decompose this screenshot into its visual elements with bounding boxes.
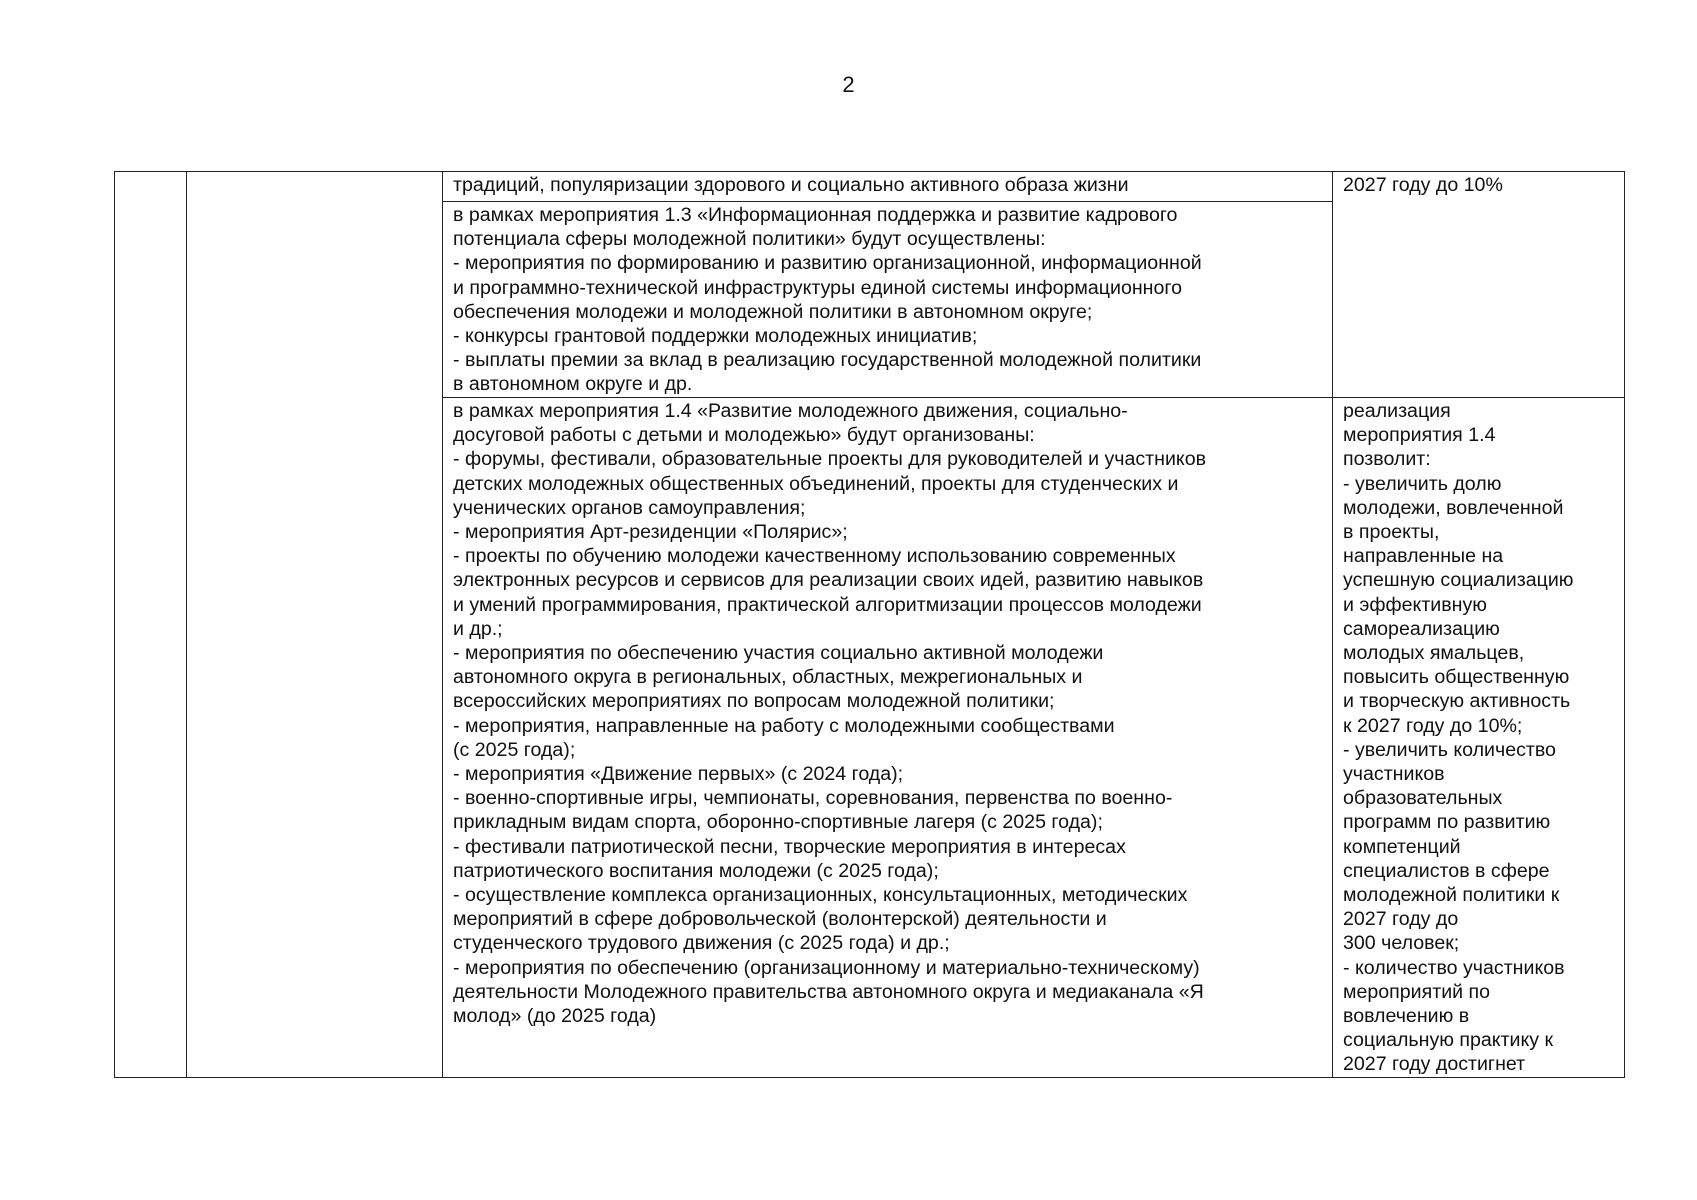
program-table <box>114 171 1625 1078</box>
table-row <box>115 172 1625 202</box>
number-cell <box>115 172 187 1078</box>
name-cell <box>187 172 443 1078</box>
result-cell: 2027 году до 10% <box>1333 172 1625 398</box>
activities-cell: традиций, популяризации здорового и социально активного образа жизни <box>443 172 1333 202</box>
activities-cell: в рамках мероприятия 1.4 «Развитие молодежного движения, социально- досуговой работы с детьми и молодежью» будут организованы: - форумы, фестивали, образовательные проекты для руководителей и участников детских молодежных общественных объединений, проекты для студенческих и ученических органов самоуправления; - мероприятия Арт-резиденции «Полярис»; - проекты по обучению молодежи качественному использованию современных электронных ресурсов и сервисов для реализации своих идей, развитию навыков и умений программирования, практической алгоритмизации процессов молодежи и др.; - мероприятия по обеспечению участия социально активной молодежи автономного округа в региональных, областных, межрегиональных и всероссийских мероприятиях по вопросам молодежной политики; - мероприятия, направленные на работу с молодежными сообществами (с 2025 года); - мероприятия «Движение первых» (с 2024 года); - военно-спортивные игры, чемпионаты, соревнования, первенства по военно- прикладным видам спорта, оборонно-спортивные лагеря (с 2025 года); - фестивали патриотической песни, творческие мероприятия в интересах патриотического воспитания молодежи (с 2025 года); - осуществление комплекса организационных, консультационных, методических мероприятий в сфере добровольческой (волонтерской) деятельности и студенческого трудового движения (с 2025 года) и др.; - мероприятия по обеспечению (организационному и материально-техническому) деятельности Молодежного правительства автономного округа и медиаканала «Я молод» (до 2025 года) <box>443 398 1333 1078</box>
activities-cell: в рамках мероприятия 1.3 «Информационная поддержка и развитие кадрового потенциала сферы молодежной политики» будут осуществлены: - мероприятия по формированию и развитию организационной, информационной и программно-технической инфраструктуры единой системы информационного обеспечения молодежи и молодежной политики в автономном округе; - конкурсы грантовой поддержки молодежных инициатив; - выплаты премии за вклад в реализацию государственной молодежной политики в автономном округе и др. <box>443 202 1333 398</box>
page-number: 2 <box>842 72 855 97</box>
result-cell: реализация мероприятия 1.4 позволит: - увеличить долю молодежи, вовлеченной в проекты, направленные на успешную социализацию и эффективную самореализацию молодых ямальцев, повысить общественную и творческую активность к 2027 году до 10%; - увеличить количество участников образовательных программ по развитию компетенций специалистов в сфере молодежной политики к 2027 году до 300 человек; - количество участников мероприятий по вовлечению в социальную практику к 2027 году достигнет <box>1333 398 1625 1078</box>
